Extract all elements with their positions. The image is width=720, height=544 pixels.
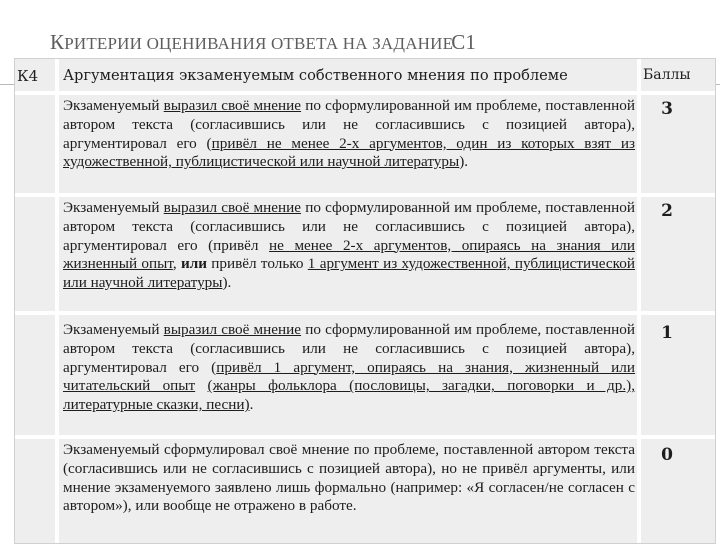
underlined-text: не менее 2-х аргументов, опираясь на знания или жизненный опыт <box>63 236 635 273</box>
criterion-text-3 <box>63 97 635 172</box>
text-part: Экзаменуемый <box>63 321 164 338</box>
criterion-text-2 <box>63 199 635 293</box>
title-task: С1 <box>451 30 477 54</box>
score-header: Баллы <box>643 67 691 83</box>
row-divider <box>15 311 715 315</box>
row-divider <box>15 435 715 439</box>
text-part: ). <box>222 274 232 292</box>
underlined-text: привёл 1 аргумент, опираясь на знания, жизненный или читательский опыт <box>63 358 636 395</box>
score-value: 1 <box>661 323 673 343</box>
underlined-text: 1 аргумент из художественной, публицистической или научной литературы <box>63 255 635 292</box>
criteria-table <box>14 58 716 544</box>
underlined-text: (жанры фольклора (пословицы, загадки, поговорки и др.), литературные сказки, песни) <box>63 377 635 414</box>
score-value: 2 <box>661 201 673 221</box>
text-part: . <box>249 396 254 414</box>
row-divider <box>15 91 715 95</box>
page-title <box>50 30 476 55</box>
text-part: привёл только <box>206 255 308 273</box>
text-part <box>195 377 207 394</box>
text-part: по сформулированной им проблеме, поставленной автором текста (согласившись или не согласившись с позицией автора), аргументировал его (привёл <box>63 199 635 254</box>
underlined-text: выразил своё мнение <box>163 199 302 216</box>
criterion-text-0: Экзаменуемый сформулировал своё мнение по проблеме, поставленной автором текста (согласившись или не согласившись с позицией автора), но не привёл аргументы, или мнение экзаменуемого заявлено лишь формально (например: «Я согласен/не согласен с автором»), или вообще не отражено в работе. <box>63 441 635 515</box>
row-divider <box>15 193 715 197</box>
criterion-text-1 <box>63 321 635 415</box>
title-first-letter: К <box>50 30 65 54</box>
criterion-code: К4 <box>17 67 39 85</box>
text-part: по сформулированной им проблеме, поставленной автором текста (согласившись или не согласившись с позицией автора), аргументировал его ( <box>63 321 635 376</box>
text-part: Экзаменуемый <box>63 199 164 216</box>
bold-text: или <box>180 255 207 273</box>
underlined-text: выразил своё мнение <box>163 321 302 338</box>
text-part: по сформулированной им проблеме, поставленной автором текста (согласившись или не согласившись с позицией автора), аргументировал его ( <box>63 97 635 152</box>
text-part: ). <box>459 153 469 171</box>
text-part: Экзаменуемый <box>63 97 164 114</box>
criterion-title: Аргументация экзаменуемым собственного мнения по проблеме <box>63 67 568 84</box>
underlined-text: привёл не менее 2-х аргументов, один из которых взят из художественной, публицистической или научной литературы <box>63 134 635 171</box>
text-part: , <box>172 255 181 273</box>
underlined-text: выразил своё мнение <box>163 97 302 114</box>
score-value: 0 <box>661 445 673 465</box>
score-value: 3 <box>661 99 673 119</box>
title-text: РИТЕРИИ ОЦЕНИВАНИЯ ОТВЕТА НА ЗАДАНИЕ <box>64 34 454 53</box>
column-divider <box>637 59 641 543</box>
column-divider <box>55 59 59 543</box>
